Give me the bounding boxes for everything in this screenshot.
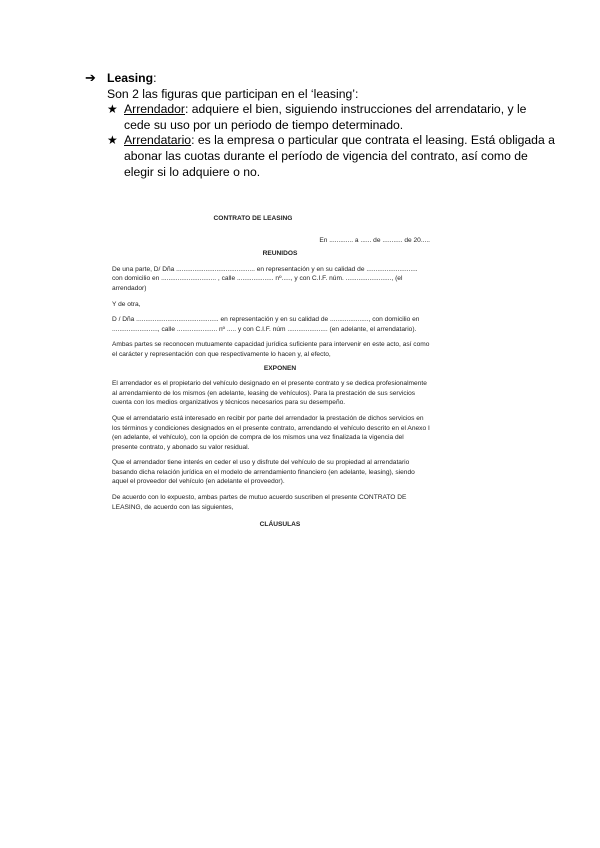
star-icon: ★ [107, 133, 118, 148]
exponen-paragraph-2: Que el arrendatario está interesado en recibir por parte del arrendador la prestación de dichos servicios en los términos y condiciones designados en el presente contrato, arrendando el vehículo descrito en el Anexo I (en adelante, el vehículo), con la opción de compra de los mismos una vez finalizada la vigencia del presente contrato, y abonado su valor residual. [112, 414, 430, 451]
bullet-arrendador [107, 102, 555, 133]
heading-colon: : [153, 71, 157, 85]
party-one: De una parte, D/ Dña ........................................... en representación y en su calidad de ............................ con domicilio en .............................. , calle .................... nº....., y con C.I.F. núm. ........................., (el arrendador) [112, 265, 418, 292]
intro-text: Son 2 las figuras que participan en el ‘leasing’: [107, 86, 359, 101]
bullet-arrendatario [107, 133, 555, 180]
contract-image [112, 214, 430, 530]
arrow-icon: ➔ [85, 70, 96, 85]
reunidos-heading: REUNIDOS [262, 250, 298, 258]
leasing-section [85, 70, 555, 180]
leasing-heading [85, 70, 555, 87]
leasing-term: Leasing [107, 71, 154, 85]
contract-date-line: En ............. a ...... de ........... de 20..... [319, 236, 430, 244]
arrendatario-definition: : es la empresa o particular que contrata el leasing. Está obligada a abonar las cuotas durante el período de vigencia del contrato, así como de elegir si lo adquiere o no. [124, 133, 555, 179]
exponen-paragraph-1: El arrendador es el propietario del vehículo designado en el presente contrato y se dedica profesionalmente al arrendamiento de los mismos (en adelante, leasing de vehículos). Para la prestación de sus servicios cuenta con los medios organizativos y técnicos necesarios para su desempeño. [112, 380, 427, 407]
contract-title: CONTRATO DE LEASING [213, 215, 293, 222]
exponen-paragraph-4: De acuerdo con lo expuesto, ambas partes de mutuo acuerdo suscriben el presente CONTRATO DE LEASING, de acuerdo con las siguientes, [112, 494, 407, 511]
arrendador-definition: : adquiere el bien, siguiendo instrucciones del arrendatario, y le cede su uso por un periodo de tiempo determinado. [124, 102, 527, 132]
exponen-heading: EXPONEN [263, 364, 297, 372]
star-icon: ★ [107, 102, 118, 117]
y-de-otra: Y de otra, [112, 300, 141, 308]
capacity-paragraph: Ambas partes se reconocen mutuamente capacidad jurídica suficiente para intervenir en este acto, así como el carácter y representación con que respectivamente lo hacen y, al efecto, [112, 341, 430, 358]
clausulas-heading: CLÁUSULAS [259, 521, 301, 529]
exponen-paragraph-3: Que el arrendador tiene interés en ceder el uso y disfrute del vehículo de su propiedad al arrendatario basando dicha relación jurídica en el modelo de arrendamiento financiero (en adelante, leasing), siendo aquel el proveedor del vehículo (en adelante el proveedor). [112, 459, 415, 486]
arrendatario-term: Arrendatario [124, 133, 192, 148]
arrendador-term: Arrendador [124, 102, 185, 117]
party-two: D / Dña ............................................. en representación y en su calidad de ....................., con domicilio en ........................., calle ...................... nº ..... y con C.I.F. núm ...................... (en adelante, el arrendatario). [112, 316, 420, 333]
